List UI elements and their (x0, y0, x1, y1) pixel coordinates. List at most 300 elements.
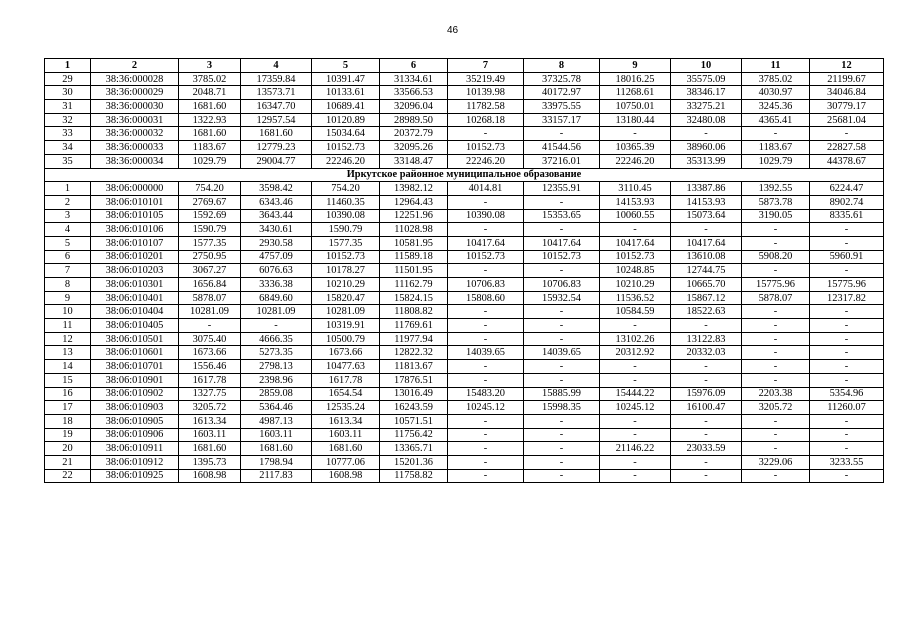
table-row (45, 127, 884, 141)
table-cell: 11162.79 (380, 278, 448, 292)
table-cell: 38:36:000032 (91, 127, 179, 141)
table-cell: 10178.27 (312, 264, 380, 278)
table-cell: - (524, 442, 600, 456)
table-cell: 3229.06 (742, 455, 810, 469)
table-cell: - (524, 360, 600, 374)
table-cell: 3205.72 (179, 401, 241, 415)
table-cell: 11813.67 (380, 360, 448, 374)
table-cell: 11756.42 (380, 428, 448, 442)
table-cell: 2048.71 (179, 86, 241, 100)
table-row (45, 100, 884, 114)
table-cell: 12355.91 (524, 182, 600, 196)
table-cell: 38:06:010201 (91, 250, 179, 264)
table-cell: 15820.47 (312, 291, 380, 305)
table-cell: 2750.95 (179, 250, 241, 264)
table-cell: 13180.44 (600, 113, 671, 127)
table-cell: 38:06:000000 (91, 182, 179, 196)
table-cell: - (742, 346, 810, 360)
table-cell: 11536.52 (600, 291, 671, 305)
table-cell: - (448, 223, 524, 237)
table-cell: 38:06:010912 (91, 455, 179, 469)
table-cell: 22827.58 (810, 141, 884, 155)
table-cell: 40172.97 (524, 86, 600, 100)
table-cell: 15 (45, 373, 91, 387)
table-cell: 1603.11 (241, 428, 312, 442)
table-cell: 15775.96 (742, 278, 810, 292)
table-cell: 28989.50 (380, 113, 448, 127)
table-cell: - (600, 127, 671, 141)
table-cell: 1681.60 (179, 442, 241, 456)
table-cell: - (742, 414, 810, 428)
table-cell: 20312.92 (600, 346, 671, 360)
table-cell: 11977.94 (380, 332, 448, 346)
table-row (45, 469, 884, 483)
table-cell: 38:06:010911 (91, 442, 179, 456)
table-cell: 10152.73 (600, 250, 671, 264)
table-cell: 32095.26 (380, 141, 448, 155)
table-cell: 38:06:010501 (91, 332, 179, 346)
table-cell: 17 (45, 401, 91, 415)
table-cell: - (448, 428, 524, 442)
table-cell: 11808.82 (380, 305, 448, 319)
table-cell: 38:06:010906 (91, 428, 179, 442)
table-cell: - (524, 319, 600, 333)
table-body-top (45, 72, 884, 168)
table-cell: 8335.61 (810, 209, 884, 223)
table-cell: 1798.94 (241, 455, 312, 469)
table-row (45, 346, 884, 360)
table-cell: - (241, 319, 312, 333)
table-cell: - (810, 332, 884, 346)
table-cell: 6076.63 (241, 264, 312, 278)
table-cell: 1 (45, 182, 91, 196)
column-header: 4 (241, 59, 312, 73)
table-cell: 38:06:010401 (91, 291, 179, 305)
table-cell: - (448, 360, 524, 374)
table-cell: 754.20 (179, 182, 241, 196)
table-cell: 10152.73 (312, 141, 380, 155)
table-cell: 44378.67 (810, 154, 884, 168)
table-cell: 11758.82 (380, 469, 448, 483)
table-cell: - (600, 428, 671, 442)
table-cell: 1681.60 (312, 442, 380, 456)
table-cell: - (524, 223, 600, 237)
column-header: 12 (810, 59, 884, 73)
table-cell: 3075.40 (179, 332, 241, 346)
table-cell: 10152.73 (448, 250, 524, 264)
table-cell: 2930.58 (241, 236, 312, 250)
table-cell: - (810, 223, 884, 237)
table-cell: 20372.79 (380, 127, 448, 141)
table-cell: 38:36:000034 (91, 154, 179, 168)
table-cell: 33566.53 (380, 86, 448, 100)
table-cell: - (810, 414, 884, 428)
table-cell: - (810, 346, 884, 360)
table-cell: - (742, 223, 810, 237)
table-cell: 4 (45, 223, 91, 237)
table-cell: 25681.04 (810, 113, 884, 127)
table-cell: 13982.12 (380, 182, 448, 196)
table-cell: 1681.60 (179, 127, 241, 141)
table-cell: 10281.09 (241, 305, 312, 319)
table-cell: 1617.78 (179, 373, 241, 387)
table-row (45, 278, 884, 292)
table-cell: 2203.38 (742, 387, 810, 401)
table-cell: 12964.43 (380, 195, 448, 209)
table-cell: 9 (45, 291, 91, 305)
table-row (45, 360, 884, 374)
column-header: 8 (524, 59, 600, 73)
table-cell: - (448, 469, 524, 483)
table-cell: 11 (45, 319, 91, 333)
table-cell: 13102.26 (600, 332, 671, 346)
table-cell: 12317.82 (810, 291, 884, 305)
table-cell: 5960.91 (810, 250, 884, 264)
table-cell: 6849.60 (241, 291, 312, 305)
table-cell: 38346.17 (671, 86, 742, 100)
table-cell: 1613.34 (312, 414, 380, 428)
table-row (45, 154, 884, 168)
table-cell: - (600, 455, 671, 469)
table-cell: - (448, 195, 524, 209)
table-cell: 12957.54 (241, 113, 312, 127)
table-cell: - (671, 455, 742, 469)
table-cell: 10500.79 (312, 332, 380, 346)
table-cell: 37325.78 (524, 72, 600, 86)
table-cell: - (524, 373, 600, 387)
table-cell: 10706.83 (448, 278, 524, 292)
table-cell: 15444.22 (600, 387, 671, 401)
table-cell: 10571.51 (380, 414, 448, 428)
table-cell: - (524, 455, 600, 469)
table-cell: 1392.55 (742, 182, 810, 196)
table-row (45, 86, 884, 100)
table-cell: 10210.29 (312, 278, 380, 292)
table-cell: - (524, 428, 600, 442)
table-cell: 10689.41 (312, 100, 380, 114)
column-header: 3 (179, 59, 241, 73)
table-cell: 15998.35 (524, 401, 600, 415)
table-cell: - (524, 332, 600, 346)
table-cell: 33 (45, 127, 91, 141)
table-cell: - (448, 305, 524, 319)
table-cell: 35575.09 (671, 72, 742, 86)
table-cell: 12822.32 (380, 346, 448, 360)
table-cell: 30779.17 (810, 100, 884, 114)
table-cell: 2117.83 (241, 469, 312, 483)
table-cell: 16100.47 (671, 401, 742, 415)
table-row (45, 332, 884, 346)
table-cell: 11782.58 (448, 100, 524, 114)
table-cell: 38:06:010106 (91, 223, 179, 237)
table-cell: 38:36:000031 (91, 113, 179, 127)
table-cell: 10665.70 (671, 278, 742, 292)
table-cell: 6 (45, 250, 91, 264)
table-row (45, 401, 884, 415)
table-cell: 35219.49 (448, 72, 524, 86)
table-cell: - (600, 319, 671, 333)
table-cell: 1183.67 (179, 141, 241, 155)
table-cell: - (524, 127, 600, 141)
table-row (45, 387, 884, 401)
table-cell: 1603.11 (179, 428, 241, 442)
table-cell: 5873.78 (742, 195, 810, 209)
table-cell: 15353.65 (524, 209, 600, 223)
table-cell: - (671, 373, 742, 387)
table-cell: 1681.60 (241, 442, 312, 456)
table-cell: 10391.47 (312, 72, 380, 86)
table-cell: 38:06:010107 (91, 236, 179, 250)
table-row (45, 209, 884, 223)
table-cell: 13610.08 (671, 250, 742, 264)
table-cell: - (524, 414, 600, 428)
table-cell: 38:06:010203 (91, 264, 179, 278)
table-cell: 10417.64 (671, 236, 742, 250)
table-cell: - (179, 319, 241, 333)
table-cell: - (600, 414, 671, 428)
table-cell: 10152.73 (312, 250, 380, 264)
table-cell: 10417.64 (600, 236, 671, 250)
table-cell: 21199.67 (810, 72, 884, 86)
table-row (45, 442, 884, 456)
table-cell: 34046.84 (810, 86, 884, 100)
table-cell: 11769.61 (380, 319, 448, 333)
table-cell: 10152.73 (524, 250, 600, 264)
table-cell: 5 (45, 236, 91, 250)
table-cell: 1673.66 (179, 346, 241, 360)
table-row (45, 195, 884, 209)
table-cell: 12744.75 (671, 264, 742, 278)
table-row (45, 414, 884, 428)
table-cell: - (742, 264, 810, 278)
table-cell: 11460.35 (312, 195, 380, 209)
table-cell: - (810, 236, 884, 250)
table-cell: 1592.69 (179, 209, 241, 223)
table-cell: 37216.01 (524, 154, 600, 168)
table-cell: 18522.63 (671, 305, 742, 319)
table-cell: 16 (45, 387, 91, 401)
table-cell: - (524, 469, 600, 483)
table-cell: 38:06:010925 (91, 469, 179, 483)
table-cell: 20332.03 (671, 346, 742, 360)
table-cell: 21 (45, 455, 91, 469)
table-cell: 10060.55 (600, 209, 671, 223)
table-cell: 1681.60 (179, 100, 241, 114)
column-header: 7 (448, 59, 524, 73)
table-cell: - (671, 414, 742, 428)
table-cell: 15824.15 (380, 291, 448, 305)
table-cell: 3598.42 (241, 182, 312, 196)
table-row (45, 319, 884, 333)
table-row (45, 455, 884, 469)
table-cell: 8902.74 (810, 195, 884, 209)
table-cell: - (448, 332, 524, 346)
column-header: 9 (600, 59, 671, 73)
table-cell: 38:06:010601 (91, 346, 179, 360)
table-cell: 14 (45, 360, 91, 374)
table-cell: 38:06:010902 (91, 387, 179, 401)
table-cell: 11589.18 (380, 250, 448, 264)
table-cell: 15885.99 (524, 387, 600, 401)
table-row (45, 305, 884, 319)
table-cell: 38:06:010901 (91, 373, 179, 387)
table-cell: 32096.04 (380, 100, 448, 114)
table-cell: 10417.64 (448, 236, 524, 250)
table-cell: - (671, 360, 742, 374)
table-cell: 17359.84 (241, 72, 312, 86)
table-cell: 10390.08 (312, 209, 380, 223)
table-cell: 15483.20 (448, 387, 524, 401)
table-cell: 3430.61 (241, 223, 312, 237)
table-cell: 38:36:000029 (91, 86, 179, 100)
table-cell: 13573.71 (241, 86, 312, 100)
table-cell: 19 (45, 428, 91, 442)
table-cell: 10281.09 (312, 305, 380, 319)
table-cell: 14153.93 (600, 195, 671, 209)
table-cell: 12 (45, 332, 91, 346)
table-cell: 14039.65 (448, 346, 524, 360)
table-cell: 5354.96 (810, 387, 884, 401)
table-cell: 38:36:000030 (91, 100, 179, 114)
table-cell: 12535.24 (312, 401, 380, 415)
table-cell: - (742, 236, 810, 250)
table-cell: 1322.93 (179, 113, 241, 127)
table-row (45, 373, 884, 387)
table-cell: 2859.08 (241, 387, 312, 401)
header-row (45, 59, 884, 73)
table-cell: 15932.54 (524, 291, 600, 305)
table-cell: - (810, 469, 884, 483)
table-cell: 38960.06 (671, 141, 742, 155)
table-cell: 10139.98 (448, 86, 524, 100)
table-cell: - (600, 223, 671, 237)
table-body-section (45, 182, 884, 483)
table-cell: 2398.96 (241, 373, 312, 387)
table-cell: - (810, 305, 884, 319)
table-cell: - (524, 195, 600, 209)
table-cell: 14153.93 (671, 195, 742, 209)
section-row (45, 168, 884, 182)
table-cell: - (810, 319, 884, 333)
table-cell: - (742, 442, 810, 456)
table-cell: 4014.81 (448, 182, 524, 196)
table-cell: 29004.77 (241, 154, 312, 168)
table-cell: 22 (45, 469, 91, 483)
table-cell: 2798.13 (241, 360, 312, 374)
table-cell: 1577.35 (179, 236, 241, 250)
table-cell: 33275.21 (671, 100, 742, 114)
table-cell: - (448, 455, 524, 469)
column-header: 2 (91, 59, 179, 73)
table-cell: 33975.55 (524, 100, 600, 114)
table-cell: 10245.12 (600, 401, 671, 415)
table-cell: 32480.08 (671, 113, 742, 127)
table-cell: 15976.09 (671, 387, 742, 401)
table-cell: 1590.79 (312, 223, 380, 237)
table-cell: 1029.79 (179, 154, 241, 168)
table-cell: 30 (45, 86, 91, 100)
table-cell: 10706.83 (524, 278, 600, 292)
table-cell: 2769.67 (179, 195, 241, 209)
table-cell: 1673.66 (312, 346, 380, 360)
table-cell: - (671, 319, 742, 333)
table-cell: - (600, 360, 671, 374)
table-cell: - (742, 319, 810, 333)
table-cell: 1603.11 (312, 428, 380, 442)
table-row (45, 223, 884, 237)
table-cell: 10777.06 (312, 455, 380, 469)
table-cell: 6343.46 (241, 195, 312, 209)
table-cell: - (742, 332, 810, 346)
table-cell: 16347.70 (241, 100, 312, 114)
table-cell: - (742, 469, 810, 483)
page-number: 46 (446, 25, 459, 36)
table-row (45, 113, 884, 127)
table-cell: 18 (45, 414, 91, 428)
table-row (45, 72, 884, 86)
table-cell: 10120.89 (312, 113, 380, 127)
table-cell: 32 (45, 113, 91, 127)
table-cell: 1654.54 (312, 387, 380, 401)
table-cell: 3785.02 (742, 72, 810, 86)
table-cell: - (810, 373, 884, 387)
table-cell: - (742, 360, 810, 374)
table-cell: 12251.96 (380, 209, 448, 223)
table-cell: 22246.20 (600, 154, 671, 168)
table-cell: 13122.83 (671, 332, 742, 346)
table-cell: 3205.72 (742, 401, 810, 415)
table-row (45, 250, 884, 264)
table-cell: 38:06:010301 (91, 278, 179, 292)
table-cell: 10 (45, 305, 91, 319)
table-cell: 4365.41 (742, 113, 810, 127)
table-cell: 15073.64 (671, 209, 742, 223)
table-cell: 1577.35 (312, 236, 380, 250)
table-cell: 10365.39 (600, 141, 671, 155)
table-cell: 3643.44 (241, 209, 312, 223)
table-cell: 33148.47 (380, 154, 448, 168)
table-cell: 35 (45, 154, 91, 168)
table-cell: 21146.22 (600, 442, 671, 456)
table-row (45, 428, 884, 442)
table-cell: 14039.65 (524, 346, 600, 360)
table-row (45, 141, 884, 155)
table-cell: 4030.97 (742, 86, 810, 100)
section-title: Иркутское районное муниципальное образование (45, 168, 884, 182)
table-cell: 11268.61 (600, 86, 671, 100)
table-cell: 1617.78 (312, 373, 380, 387)
table-cell: - (448, 319, 524, 333)
table-cell: 1590.79 (179, 223, 241, 237)
table-cell: - (448, 414, 524, 428)
table-cell: - (742, 127, 810, 141)
table-cell: 5878.07 (179, 291, 241, 305)
table-cell: 10581.95 (380, 236, 448, 250)
table-cell: 4666.35 (241, 332, 312, 346)
table-cell: 38:06:010101 (91, 195, 179, 209)
table-cell: 1656.84 (179, 278, 241, 292)
table-cell: 5364.46 (241, 401, 312, 415)
table-cell: 4757.09 (241, 250, 312, 264)
table-cell: 10477.63 (312, 360, 380, 374)
table-cell: - (671, 127, 742, 141)
data-table (44, 58, 884, 483)
table-cell: 3233.55 (810, 455, 884, 469)
table-cell: - (671, 469, 742, 483)
table-cell: 38:06:010905 (91, 414, 179, 428)
table-cell: - (810, 127, 884, 141)
table-cell: 3245.36 (742, 100, 810, 114)
